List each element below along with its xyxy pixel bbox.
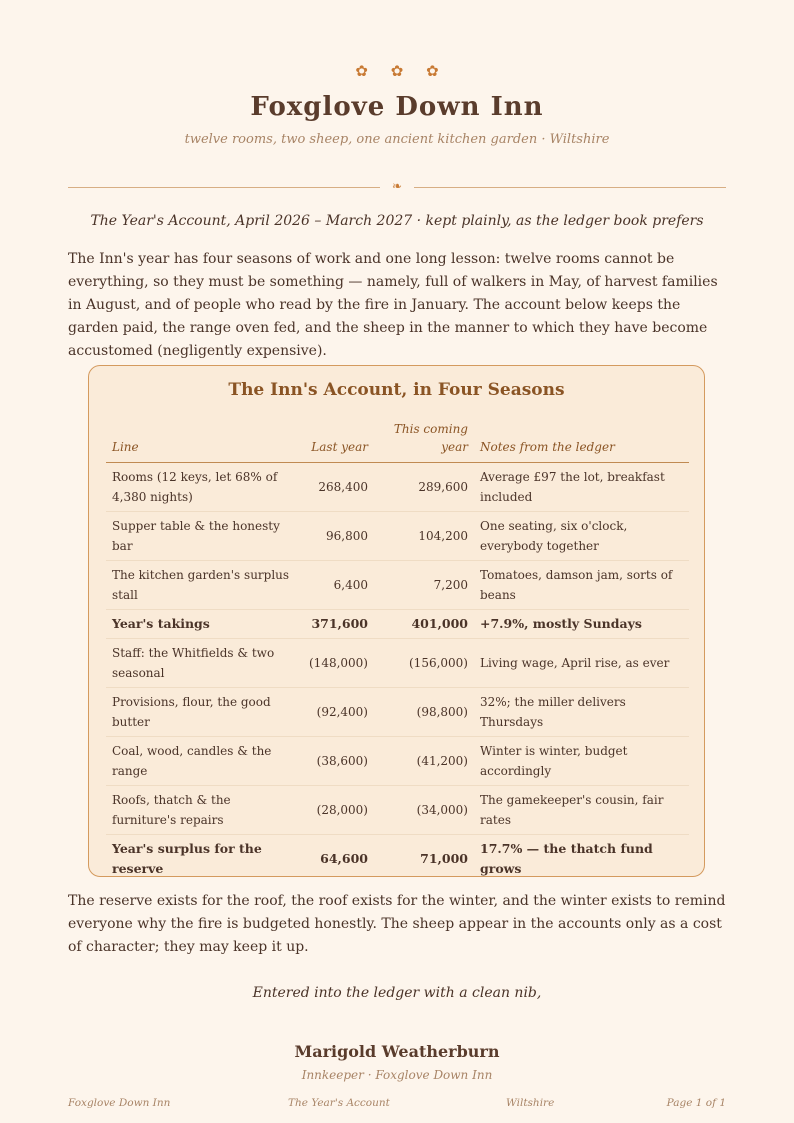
cell-line: Year's takings: [106, 610, 302, 639]
cell-line: Roofs, thatch & the furniture's repairs: [106, 786, 302, 835]
table-total-row: [106, 835, 689, 884]
cell-note: Winter is winter, budget accordingly: [474, 737, 689, 786]
column-header-last-year: Last year: [302, 414, 374, 463]
cell-last-year: 268,400: [302, 463, 374, 512]
cell-note: Average £97 the lot, breakfast included: [474, 463, 689, 512]
cell-line: Supper table & the honesty bar: [106, 512, 302, 561]
section-divider: [68, 180, 726, 194]
account-table-body: [106, 463, 689, 884]
footer-document: The Year's Account: [288, 1097, 390, 1109]
footer-inn: Foxglove Down Inn: [68, 1097, 171, 1109]
flower-ornament: [0, 62, 794, 80]
table-row: [106, 463, 689, 512]
cell-this-year: 104,200: [374, 512, 474, 561]
signer-name: Marigold Weatherburn: [294, 1042, 500, 1061]
cell-note: The gamekeeper's cousin, fair rates: [474, 786, 689, 835]
cell-note: Tomatoes, damson jam, sorts of beans: [474, 561, 689, 610]
table-row: [106, 786, 689, 835]
cell-last-year: (38,600): [302, 737, 374, 786]
column-header-line: Line: [106, 414, 302, 463]
cell-this-year: 71,000: [420, 851, 468, 866]
cell-this-year: (41,200): [374, 737, 474, 786]
page-footer: [68, 1097, 726, 1113]
cell-note: 32%; the miller delivers Thursdays: [474, 688, 689, 737]
table-row: [106, 561, 689, 610]
cell-this-year: 401,000: [374, 610, 474, 639]
column-header-notes: Notes from the ledger: [474, 414, 689, 463]
cell-last-year: (148,000): [302, 639, 374, 688]
table-row: [106, 512, 689, 561]
cell-last-year: 96,800: [302, 512, 374, 561]
footer-page-number: Page 1 of 1: [666, 1097, 726, 1109]
flower-icon: ✿: [426, 62, 439, 80]
cell-last-year: (28,000): [302, 786, 374, 835]
flower-icon: ✿: [390, 62, 404, 80]
cell-this-year: 7,200: [374, 561, 474, 610]
cell-last-year: (92,400): [302, 688, 374, 737]
cell-line: Provisions, flour, the good butter: [106, 688, 302, 737]
document-subtitle: The Year's Account, April 2026 – March 2027 · kept plainly, as the ledger book prefers: [90, 213, 704, 229]
cell-note: 17.7% — the thatch fund grows: [480, 841, 653, 876]
cell-this-year: 289,600: [374, 463, 474, 512]
inn-tagline: twelve rooms, two sheep, one ancient kitchen garden · Wiltshire: [184, 132, 610, 147]
cell-note: +7.9%, mostly Sundays: [474, 610, 689, 639]
cell-last-year: 371,600: [302, 610, 374, 639]
cell-line: Year's surplus for the reserve: [112, 841, 262, 876]
cell-this-year: (98,800): [374, 688, 474, 737]
flower-icon: ✿: [355, 62, 368, 80]
footer-county: Wiltshire: [506, 1097, 555, 1109]
table-row: [106, 688, 689, 737]
cell-line: Rooms (12 keys, let 68% of 4,380 nights): [106, 463, 302, 512]
intro-paragraph: The Inn's year has four seasons of work and one long lesson: twelve rooms cannot be everything, so they must be something — namely, full of walkers in May, of harvest families in August, and of people who read by the fire in January. The account below keeps the garden paid, the range oven fed, and the sheep in the manner to which they have become accustomed (negligently expensive).: [68, 251, 718, 359]
table-total-row: [106, 610, 689, 639]
cell-this-year: (156,000): [374, 639, 474, 688]
cell-last-year: 6,400: [302, 561, 374, 610]
account-card: [88, 365, 705, 877]
cell-note: Living wage, April rise, as ever: [474, 639, 689, 688]
column-header-this-year: This coming year: [374, 414, 474, 463]
divider-line-right: [414, 187, 726, 188]
table-row: [106, 639, 689, 688]
cell-this-year: (34,000): [374, 786, 474, 835]
signer-role: Innkeeper · Foxglove Down Inn: [301, 1068, 493, 1082]
fleuron-icon: ❧: [391, 179, 403, 193]
account-title: The Inn's Account, in Four Seasons: [228, 380, 565, 400]
closing-paragraph: The reserve exists for the roof, the roof exists for the winter, and the winter exists to remind everyone why the fire is budgeted honestly. The sheep appear in the accounts only as a cost of character; they may keep it up.: [68, 893, 726, 955]
inn-title: Foxglove Down Inn: [250, 92, 544, 122]
cell-last-year: 64,600: [320, 851, 368, 866]
cell-line: Staff: the Whitfields & two seasonal: [106, 639, 302, 688]
cell-line: The kitchen garden's surplus stall: [106, 561, 302, 610]
table-header-row: [106, 414, 689, 463]
signoff-line: Entered into the ledger with a clean nib,: [252, 985, 542, 1001]
cell-line: Coal, wood, candles & the range: [106, 737, 302, 786]
table-row: [106, 737, 689, 786]
account-table: [106, 414, 689, 883]
cell-note: One seating, six o'clock, everybody together: [474, 512, 689, 561]
